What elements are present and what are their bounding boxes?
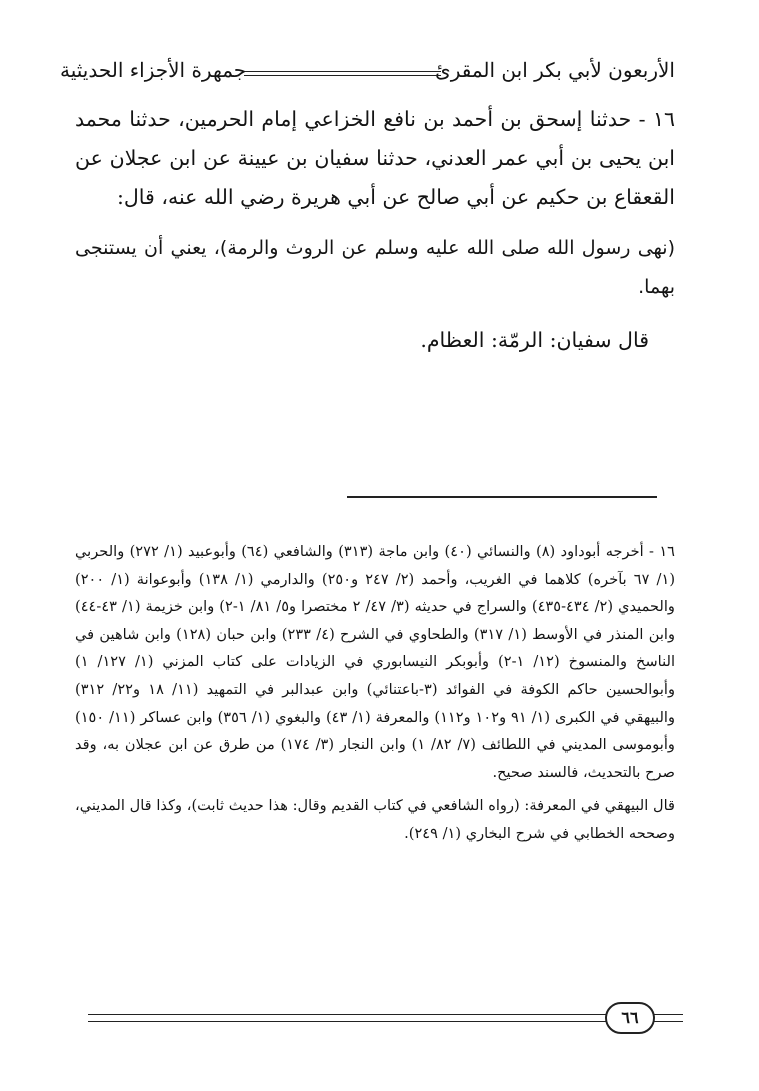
footnote-separator — [347, 496, 657, 498]
footer-rule — [88, 1014, 683, 1022]
page-number: ٦٦ — [605, 1002, 655, 1034]
footnotes — [75, 538, 675, 848]
hadith-text: (نهى رسول الله صلى الله عليه وسلم عن الروث والرمة)، يعني أن يستنجى بهما. — [75, 237, 675, 298]
series-title: جمهرة الأجزاء الحديثية — [60, 58, 247, 82]
takhrij-footnote: ١٦ - أخرجه أبوداود (٨) والنسائي (٤٠) وابن ماجة (٣١٣) والشافعي (٦٤) وأبوعبيد (١/ ٢٧٢) والحربي (١/ ٦٧ بآخره) كلاهما في الغريب، وأحمد (٢/ ٢٤٧ و٢٥٠) والدارمي (١/ ١٣٨) وأبوعوانة (١/ ٢٠٠) والحميدي (٢/ ٤٣٤-٤٣٥) والسراج في حديثه (٣/ ٤٧/ ٢ مختصرا و٥/ ٨١/ ١-٢) وابن خزيمة (١/ ٤٣-٤٤) وابن المنذر في الأوسط (١/ ٣١٧) والطحاوي في الشرح (٤/ ٢٣٣) وابن حبان (١٢٨) وابن شاهين في الناسخ والمنسوخ (١٢/ ١-٢) وأبوبكر النيسابوري في الزيادات على كتاب المزني (١/ ١٢٧/ ١) وأبوالحسين حاكم الكوفة في الفوائد (٣-باعتنائي) وابن عبدالبر في التمهيد (١١/ ١٨ و٢٢/ ٣١٢) والبيهقي في الكبرى (١/ ٩١ و١٠٢ و١١٢) والمعرفة (١/ ٤٣) والبغوي (١/ ٣٥٦) وابن عساكر (١١/ ١٥٠) وأبوموسى المديني في اللطائف (٧/ ٨٢/ ١) وابن النجار (٣/ ١٧٤) من طرق عن ابن عجلان به، وقد صرح بالتحديث، فالسند صحيح. — [75, 543, 676, 781]
book-title: الأربعون لأبي بكر ابن المقرئ — [435, 58, 675, 82]
bayhaqi-footnote: قال البيهقي في المعرفة: (رواه الشافعي في كتاب القديم وقال: هذا حديث ثابت)، وكذا قال المديني، وصححه الخطابي في شرح البخاري (١/ ٢٤٩). — [75, 797, 675, 842]
running-header — [60, 58, 675, 90]
isnad-paragraph: ١٦ - حدثنا إسحق بن أحمد بن نافع الخزاعي إمام الحرمين، حدثنا محمد ابن يحيى بن أبي عمر العدني، حدثنا سفيان بن عيينة عن ابن عجلان عن القعقاع بن حكيم عن أبي صالح عن أبي هريرة رضي الله عنه، قال: — [75, 107, 675, 209]
hadith-body — [75, 100, 675, 360]
header-rule — [244, 71, 441, 76]
sufyan-explanation: قال سفيان: الرمّة: العظام. — [420, 328, 649, 352]
